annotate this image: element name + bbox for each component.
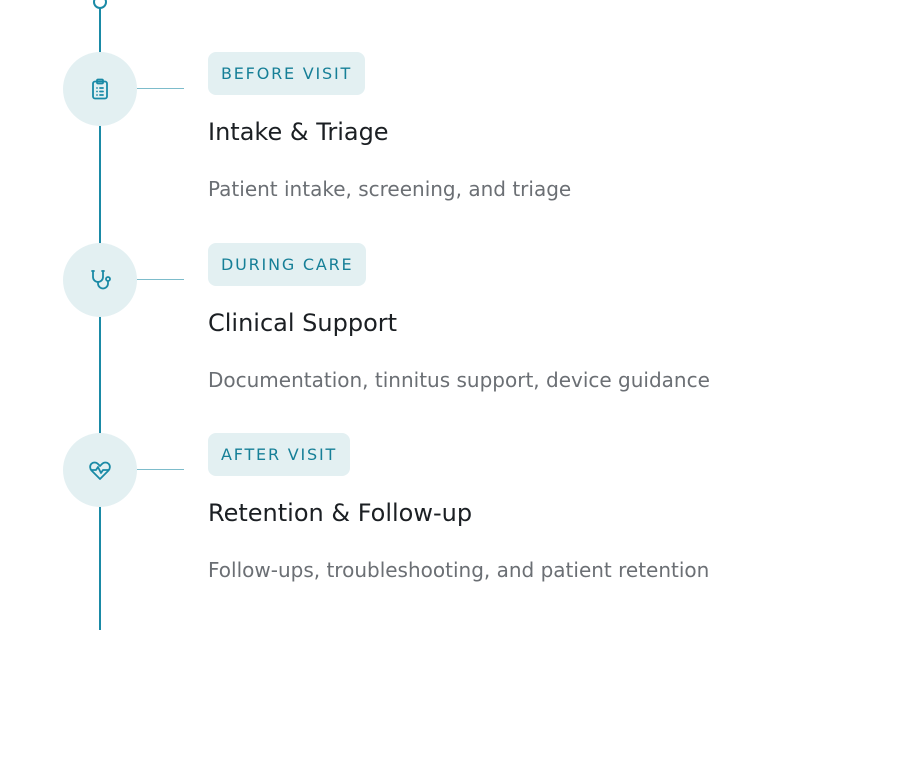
step-description: Follow-ups, troubleshooting, and patient retention [208, 558, 710, 582]
timeline-step-before-visit [0, 52, 900, 232]
step-connector [137, 279, 184, 280]
step-title: Clinical Support [208, 309, 398, 337]
step-badge: AFTER VISIT [208, 433, 350, 476]
step-connector [137, 88, 184, 89]
step-node [63, 52, 137, 126]
step-node [63, 243, 137, 317]
step-description: Patient intake, screening, and triage [208, 177, 572, 201]
clipboard-icon [88, 77, 112, 101]
stethoscope-icon [88, 268, 112, 292]
step-description: Documentation, tinnitus support, device guidance [208, 368, 710, 392]
step-title: Retention & Follow-up [208, 499, 473, 527]
timeline-start-marker [93, 0, 107, 9]
step-badge: BEFORE VISIT [208, 52, 365, 95]
timeline-step-during-care [0, 243, 900, 423]
heart-pulse-icon [88, 458, 112, 482]
step-node [63, 433, 137, 507]
step-title: Intake & Triage [208, 118, 389, 146]
step-badge: DURING CARE [208, 243, 366, 286]
step-connector [137, 469, 184, 470]
timeline-step-after-visit [0, 433, 900, 613]
